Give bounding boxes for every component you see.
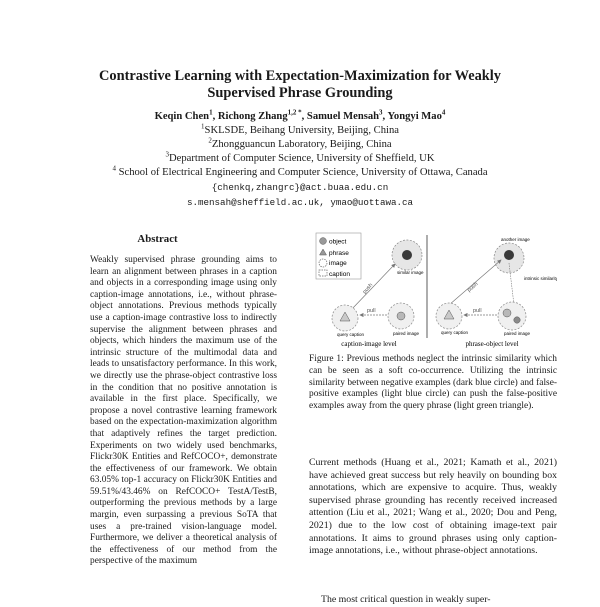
figure-caption: Figure 1: Previous methods neglect the intrinsic similarity which can be seen as a soft co-occurrence. Utilizing the intrinsic similarity between negative examples (dark blue circle) and false-positive examples (light blue circle) can push the false-positive examples away from the query phrase (light green triangle). (309, 354, 557, 412)
negative-object-icon (504, 250, 514, 260)
author-name: Yongyi Mao (387, 111, 442, 122)
negative-object-icon (402, 250, 412, 260)
object-legend-icon (320, 238, 327, 245)
svg-text:pull: pull (367, 308, 376, 314)
svg-text:push: push (466, 281, 480, 294)
affiliation: $^1$SKLSDE, Beihang University, Beijing, China (201, 122, 399, 136)
author-name: Samuel Mensah (306, 111, 380, 122)
title-line-2: Supervised Phrase Grounding (207, 85, 393, 101)
legend-object-label: object (329, 238, 347, 246)
svg-text:pull: pull (473, 308, 482, 314)
paired-object-icon (397, 312, 405, 320)
svg-text:similar image: similar image (397, 270, 424, 275)
svg-text:another image: another image (501, 237, 530, 242)
svg-text:paired image: paired image (504, 331, 531, 336)
object-icon (514, 317, 520, 323)
svg-text:query caption: query caption (441, 330, 469, 335)
legend-caption-label: caption (329, 271, 350, 278)
panel-right-label: phrase-object level (465, 340, 519, 348)
paired-image-circle (498, 302, 526, 330)
author-name: Richong Zhang (217, 111, 288, 122)
abstract-text: Weakly supervised phrase grounding aims to learn an alignment between phrases in a caption and objects in a corresponding image using only caption-image annotations, i.e., without phrase-object annotations. Previous methods typically use a caption-image contrastive loss to indirectly supervise the alignment between phrases and objects, which hinders the maximum use of the intrinsic structure of the multimodal data and leads to unsatisfactory performance. In this work, we directly use the phrase-object contrastive loss in the condition that no positive annotation is available in the first place. Specifically, we propose a novel contrastive learning framework based on the expectation-maximization algorithm that adaptively refines the target prediction. Experiments on two widely used benchmarks, Flickr30K Entities and RefCOCO+, demonstrate the effectiveness of our framework. We obtain 63.05% top-1 accuracy on Flickr30K Entities and 59.51%/43.46% on RefCOCO+ TestA/TestB, outperforming the previous methods by a large margin, even surpassing a previous SoTA that uses a pre-trained vision-language model. Furthermore, we deliver a theoretical analysis of the effectiveness of our method from the perspective of the maximum (90, 255, 277, 567)
email-line: {chenkq,zhangrc}@act.buaa.edu.cn (211, 182, 389, 193)
affiliation: $^2$Zhongguancun Laboratory, Beijing, China (208, 136, 392, 150)
legend-phrase-label: phrase (329, 250, 349, 257)
paper-title (60, 68, 540, 102)
author-list: Keqin Chen$^1$, Richong Zhang$^{1,2 *}$, Samuel Mensah$^3$, Yongyi Mao$^4$ (154, 108, 446, 122)
false-positive-object-icon (503, 309, 511, 317)
panel-left-label: caption-image level (341, 340, 397, 348)
intro-paragraph-2: The most critical question in weakly super- (321, 594, 491, 605)
svg-text:paired image: paired image (393, 331, 420, 336)
affiliation: $^4$ School of Electrical Engineering and Computer Science, University of Ottawa, Canada (112, 164, 488, 178)
figure-diagram (309, 230, 557, 350)
svg-text:push: push (361, 282, 375, 296)
svg-text:intrinsic similarity: intrinsic similarity (524, 276, 557, 281)
author-name: Keqin Chen (154, 111, 210, 122)
intro-paragraph: Current methods (Huang et al., 2021; Kamath et al., 2021) have achieved great success but rely heavily on bounding box annotations, which are expensive to acquire. Thus, weakly supervised phrase grounding has recently received increased attention (Liu et al., 2021; Wang et al., 2020; Dou and Peng, 2021) due to the low cost of obtaining image-text pair annotations. It aims to ground phrases using only caption-image annotations, i.e., without phrase-object annotations. (309, 457, 557, 557)
affiliation: $^3$Department of Computer Science, University of Sheffield, UK (165, 150, 435, 164)
abstract-heading: Abstract (137, 233, 178, 245)
title-line-1: Contrastive Learning with Expectation-Maximization for Weakly (99, 68, 501, 84)
legend-image-label: image (329, 260, 347, 267)
figure-1 (309, 230, 557, 350)
svg-text:query caption: query caption (337, 332, 365, 337)
email-line: s.mensah@sheffield.ac.uk, ymao@uottawa.ca (186, 197, 414, 208)
